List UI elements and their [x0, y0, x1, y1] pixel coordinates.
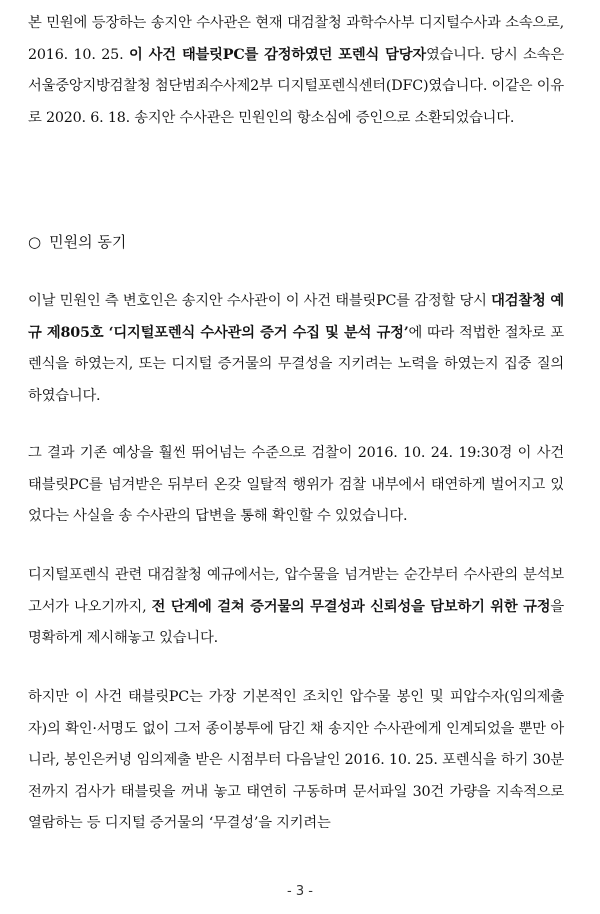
section-heading: [28, 228, 564, 256]
paragraph-text: 에 따라 적법한 절차로 포렌식을 하였는지, 또는 디지털 증거물의 무결성을 지키려는 노력을 하였는지 집중 질의하였습니다.: [28, 324, 564, 404]
paragraph-motivation: [28, 286, 564, 412]
paragraph-text: 그 결과 기존 예상을 훨씬 뛰어넘는 수준으로 검찰이 2016. 10. 24. 19:30경 이 사건 태블릿PC를 넘겨받은 뒤부터 온갖 일탈적 행위가 검찰 내부에서 태연하게 벌어지고 있었다는 사실을 송 수사관의 답변을 통해 확인할 수 있었습니다.: [28, 445, 564, 524]
paragraph-result: [28, 438, 564, 533]
bold-emphasis: 대검찰청 예규 제805호 ‘디지털포렌식 수사관의 증거 수집 및 분석 규정’: [28, 293, 564, 341]
bold-emphasis: 전 단계에 걸쳐 증거물의 무결성과 신뢰성을 담보하기 위한 규정: [151, 598, 551, 615]
bold-emphasis: 이 사건 태블릿PC를 감정하였던 포렌식 담당자: [129, 46, 426, 63]
paragraph-text: 하지만 이 사건 태블릿PC는 가장 기본적인 조치인 압수물 봉인 및 피압수자(임의제출자)의 확인·서명도 없이 그저 종이봉투에 담긴 채 송지안 수사관에게 인계되었을 뿐만 아니라, 봉인은커녕 임의제출 받은 시점부터 다음날인 2016. 10. 25. 포렌식을 하기 30분 전까지 검사가 태블릿을 꺼내 놓고 태연히 구동하며 문서파일 30건 가량을 지속적으로 열람하는 등 디지털 증거물의 ‘무결성’을 지키려는: [28, 689, 564, 831]
paragraph-text: 였습니다. 당시 소속은 서울중앙지방검찰청 첨단범죄수사제2부 디지털포렌식센터(DFC)였습니다. 이같은 이유로 2020. 6. 18. 송지안 수사관은 민원인의 항소심에 증인으로 소환되었습니다.: [28, 46, 565, 126]
paragraph-text: 본 민원에 등장하는 송지안 수사관은 현재 대검찰청 과학수사부 디지털수사과 소속으로, 2016. 10. 25.: [28, 15, 564, 63]
page-number: - 3 -: [287, 884, 313, 899]
paragraph-violation: [28, 682, 564, 840]
paragraph-text: 이날 민원인 측 변호인은 송지안 수사관이 이 사건 태블릿PC를 감정할 당시: [28, 293, 492, 309]
circle-bullet-icon: ○: [28, 233, 42, 251]
paragraph-text: 디지털포렌식 관련 대검찰청 예규에서는, 압수물을 넘겨받는 순간부터 수사관의 분석보고서가 나오기까지,: [28, 567, 564, 615]
paragraph-text: 을 명확하게 제시해놓고 있습니다.: [28, 598, 564, 646]
paragraph-regulation: [28, 560, 564, 655]
section-heading-text: 민원의 동기: [49, 233, 127, 251]
paragraph-investigator-intro: [28, 8, 564, 134]
